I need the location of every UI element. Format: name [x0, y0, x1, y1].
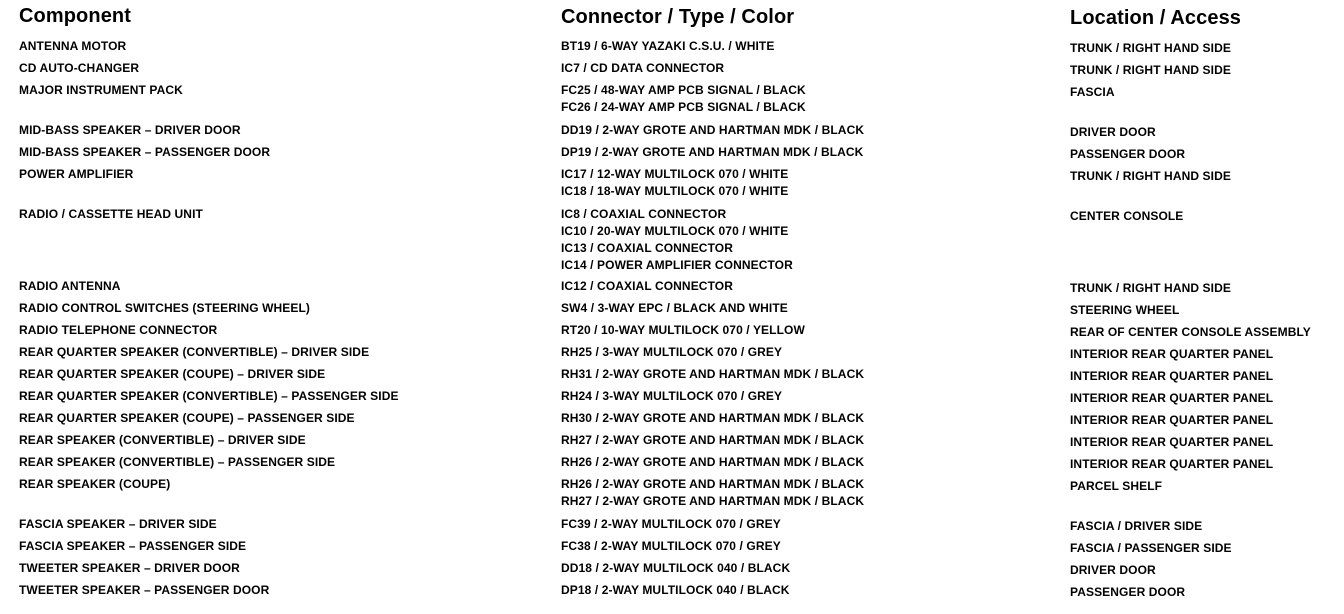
component-name: FASCIA SPEAKER – DRIVER SIDE [19, 517, 217, 531]
connector-line: RH31 / 2-WAY GROTE AND HARTMAN MDK / BLACK [561, 367, 865, 381]
connector-cell [561, 410, 864, 427]
connector-cell [561, 560, 790, 577]
component-name: TWEETER SPEAKER – DRIVER DOOR [19, 561, 240, 575]
location-access: DRIVER DOOR [1070, 563, 1156, 577]
connector-line: DD18 / 2-WAY MULTILOCK 040 / BLACK [561, 561, 791, 575]
connector-cell [561, 322, 805, 339]
location-access: PASSENGER DOOR [1070, 147, 1186, 161]
connector-line: RH27 / 2-WAY GROTE AND HARTMAN MDK / BLACK [561, 433, 865, 447]
component-name: ANTENNA MOTOR [19, 39, 127, 53]
component-name: REAR QUARTER SPEAKER (COUPE) – DRIVER SIDE [19, 367, 326, 381]
connector-line: IC18 / 18-WAY MULTILOCK 070 / WHITE [561, 184, 789, 198]
connector-cell [561, 300, 788, 317]
connector-line: IC12 / COAXIAL CONNECTOR [561, 279, 733, 293]
location-access: TRUNK / RIGHT HAND SIDE [1070, 169, 1231, 183]
component-name: MID-BASS SPEAKER – DRIVER DOOR [19, 123, 241, 137]
connector-cell [561, 454, 864, 471]
component-name: MID-BASS SPEAKER – PASSENGER DOOR [19, 145, 271, 159]
location-access: FASCIA / DRIVER SIDE [1070, 519, 1203, 533]
connector-cell [561, 166, 788, 200]
location-access: INTERIOR REAR QUARTER PANEL [1070, 457, 1274, 471]
connector-line: RH26 / 2-WAY GROTE AND HARTMAN MDK / BLACK [561, 477, 865, 491]
location-access: FASCIA / PASSENGER SIDE [1070, 541, 1232, 555]
connector-line: RH25 / 3-WAY MULTILOCK 070 / GREY [561, 345, 783, 359]
connector-line: RH26 / 2-WAY GROTE AND HARTMAN MDK / BLACK [561, 455, 865, 469]
connector-line: IC17 / 12-WAY MULTILOCK 070 / WHITE [561, 167, 789, 181]
component-name: REAR SPEAKER (COUPE) [19, 477, 171, 491]
connector-line: SW4 / 3-WAY EPC / BLACK AND WHITE [561, 301, 788, 315]
component-name: REAR SPEAKER (CONVERTIBLE) – PASSENGER SIDE [19, 455, 336, 469]
connector-line: DP19 / 2-WAY GROTE AND HARTMAN MDK / BLACK [561, 145, 864, 159]
connector-line: FC26 / 24-WAY AMP PCB SIGNAL / BLACK [561, 100, 806, 114]
location-access: INTERIOR REAR QUARTER PANEL [1070, 369, 1274, 383]
location-access: PARCEL SHELF [1070, 479, 1163, 493]
location-access: STEERING WHEEL [1070, 303, 1180, 317]
connector-cell [561, 144, 863, 161]
connector-cell [561, 476, 864, 510]
component-name: FASCIA SPEAKER – PASSENGER SIDE [19, 539, 247, 553]
component-name: REAR QUARTER SPEAKER (CONVERTIBLE) – DRIVER SIDE [19, 345, 370, 359]
component-name: REAR QUARTER SPEAKER (CONVERTIBLE) – PASSENGER SIDE [19, 389, 399, 403]
connector-line: BT19 / 6-WAY YAZAKI C.S.U. / WHITE [561, 39, 775, 53]
component-name: RADIO / CASSETTE HEAD UNIT [19, 207, 203, 221]
connector-cell [561, 60, 724, 77]
connector-cell [561, 82, 806, 116]
connector-cell [561, 432, 864, 449]
location-access: REAR OF CENTER CONSOLE ASSEMBLY [1070, 325, 1311, 339]
component-name: MAJOR INSTRUMENT PACK [19, 83, 183, 97]
connector-cell [561, 366, 864, 383]
location-access: TRUNK / RIGHT HAND SIDE [1070, 281, 1231, 295]
connector-line: IC10 / 20-WAY MULTILOCK 070 / WHITE [561, 224, 789, 238]
header-component: Component [19, 5, 131, 27]
header-connector: Connector / Type / Color [561, 6, 795, 28]
connector-line: RH24 / 3-WAY MULTILOCK 070 / GREY [561, 389, 783, 403]
component-name: RADIO ANTENNA [19, 279, 121, 293]
connector-cell [561, 38, 774, 55]
connector-line: DP18 / 2-WAY MULTILOCK 040 / BLACK [561, 583, 790, 597]
component-name: RADIO CONTROL SWITCHES (STEERING WHEEL) [19, 301, 311, 315]
location-access: FASCIA [1070, 85, 1115, 99]
location-access: INTERIOR REAR QUARTER PANEL [1070, 435, 1274, 449]
component-name: REAR SPEAKER (CONVERTIBLE) – DRIVER SIDE [19, 433, 306, 447]
connector-cell [561, 206, 793, 274]
connector-cell [561, 388, 782, 405]
header-location: Location / Access [1070, 7, 1242, 29]
location-access: INTERIOR REAR QUARTER PANEL [1070, 413, 1274, 427]
location-access: PASSENGER DOOR [1070, 585, 1186, 599]
location-access: CENTER CONSOLE [1070, 209, 1184, 223]
connector-cell [561, 122, 864, 139]
component-name: CD AUTO-CHANGER [19, 61, 140, 75]
connector-line: IC8 / COAXIAL CONNECTOR [561, 207, 727, 221]
connector-line: DD19 / 2-WAY GROTE AND HARTMAN MDK / BLACK [561, 123, 865, 137]
connector-line: IC13 / COAXIAL CONNECTOR [561, 241, 733, 255]
connector-cell [561, 344, 782, 361]
connector-line: IC7 / CD DATA CONNECTOR [561, 61, 725, 75]
location-access: TRUNK / RIGHT HAND SIDE [1070, 41, 1231, 55]
connector-cell [561, 538, 781, 555]
connector-line: FC39 / 2-WAY MULTILOCK 070 / GREY [561, 517, 781, 531]
connector-line: FC25 / 48-WAY AMP PCB SIGNAL / BLACK [561, 83, 806, 97]
location-access: INTERIOR REAR QUARTER PANEL [1070, 391, 1274, 405]
component-name: TWEETER SPEAKER – PASSENGER DOOR [19, 583, 270, 597]
location-access: INTERIOR REAR QUARTER PANEL [1070, 347, 1274, 361]
connector-cell [561, 278, 733, 295]
connector-cell [561, 582, 790, 599]
connector-line: RT20 / 10-WAY MULTILOCK 070 / YELLOW [561, 323, 805, 337]
connector-line: RH30 / 2-WAY GROTE AND HARTMAN MDK / BLACK [561, 411, 865, 425]
component-name: REAR QUARTER SPEAKER (COUPE) – PASSENGER SIDE [19, 411, 355, 425]
component-name: RADIO TELEPHONE CONNECTOR [19, 323, 218, 337]
connector-cell [561, 516, 781, 533]
connector-line: RH27 / 2-WAY GROTE AND HARTMAN MDK / BLACK [561, 494, 865, 508]
component-name: POWER AMPLIFIER [19, 167, 134, 181]
location-access: TRUNK / RIGHT HAND SIDE [1070, 63, 1231, 77]
connector-line: IC14 / POWER AMPLIFIER CONNECTOR [561, 258, 793, 272]
location-access: DRIVER DOOR [1070, 125, 1156, 139]
connector-line: FC38 / 2-WAY MULTILOCK 070 / GREY [561, 539, 781, 553]
